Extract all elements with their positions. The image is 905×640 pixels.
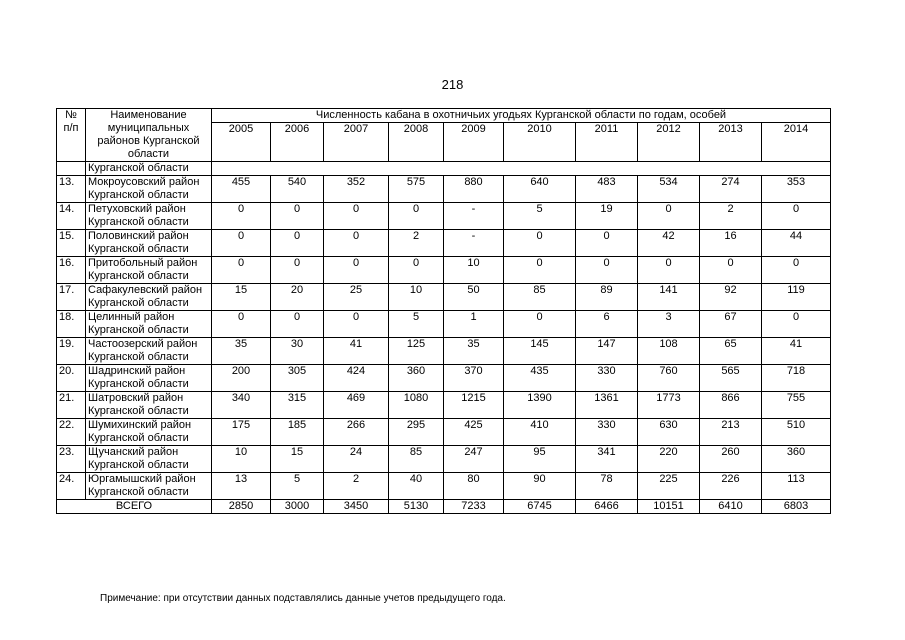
population-value: 435	[504, 365, 576, 392]
population-value: 40	[389, 473, 444, 500]
total-value: 3450	[324, 500, 389, 514]
population-value: 0	[504, 311, 576, 338]
population-value: -	[444, 230, 504, 257]
district-name: Половинский район Курганской области	[86, 230, 212, 257]
total-value: 10151	[638, 500, 700, 514]
population-value: 0	[504, 230, 576, 257]
population-value: 360	[389, 365, 444, 392]
population-value: 0	[271, 311, 324, 338]
population-value: 760	[638, 365, 700, 392]
population-value: 630	[638, 419, 700, 446]
population-value: 0	[762, 203, 831, 230]
population-value: 534	[638, 176, 700, 203]
population-value: 20	[271, 284, 324, 311]
population-value: 0	[576, 230, 638, 257]
continuation-values-cell	[212, 162, 831, 176]
table-row	[57, 365, 831, 392]
district-name: Щучанский район Курганской области	[86, 446, 212, 473]
population-value: 226	[700, 473, 762, 500]
population-value: 5	[504, 203, 576, 230]
population-value: 260	[700, 446, 762, 473]
district-name: Сафакулевский район Курганской области	[86, 284, 212, 311]
population-value: 353	[762, 176, 831, 203]
header-year: 2008	[389, 123, 444, 162]
population-value: 360	[762, 446, 831, 473]
table-row	[57, 284, 831, 311]
population-value: 41	[324, 338, 389, 365]
population-value: 352	[324, 176, 389, 203]
population-value: 50	[444, 284, 504, 311]
header-year: 2010	[504, 123, 576, 162]
population-value: 85	[389, 446, 444, 473]
population-value: 42	[638, 230, 700, 257]
population-value: 5	[271, 473, 324, 500]
population-value: 0	[762, 257, 831, 284]
total-value: 6745	[504, 500, 576, 514]
population-value: 575	[389, 176, 444, 203]
population-value: 19	[576, 203, 638, 230]
population-value: 16	[700, 230, 762, 257]
population-value: 0	[212, 311, 271, 338]
table-row	[57, 311, 831, 338]
population-value: 15	[271, 446, 324, 473]
population-value: 341	[576, 446, 638, 473]
population-value: 6	[576, 311, 638, 338]
population-value: 425	[444, 419, 504, 446]
population-value: 0	[271, 203, 324, 230]
header-year: 2011	[576, 123, 638, 162]
row-number: 14.	[57, 203, 86, 230]
population-value: 410	[504, 419, 576, 446]
population-value: 200	[212, 365, 271, 392]
population-value: 0	[389, 257, 444, 284]
population-value: 1	[444, 311, 504, 338]
population-value: 0	[324, 257, 389, 284]
population-value: 2	[324, 473, 389, 500]
row-number: 22.	[57, 419, 86, 446]
population-value: 0	[576, 257, 638, 284]
population-value: 0	[271, 230, 324, 257]
header-number: № п/п	[57, 109, 86, 162]
population-value: 145	[504, 338, 576, 365]
wild-boar-population-table	[56, 108, 831, 514]
population-value: 0	[324, 203, 389, 230]
district-name: Шадринский район Курганской области	[86, 365, 212, 392]
header-year: 2014	[762, 123, 831, 162]
row-number: 24.	[57, 473, 86, 500]
table-row	[57, 473, 831, 500]
population-value: 95	[504, 446, 576, 473]
total-value: 5130	[389, 500, 444, 514]
row-number: 23.	[57, 446, 86, 473]
population-value: 80	[444, 473, 504, 500]
row-number: 17.	[57, 284, 86, 311]
population-value: 30	[271, 338, 324, 365]
population-value: 0	[638, 203, 700, 230]
population-value: 0	[638, 257, 700, 284]
population-value: -	[444, 203, 504, 230]
population-value: 1390	[504, 392, 576, 419]
population-value: 295	[389, 419, 444, 446]
population-value: 220	[638, 446, 700, 473]
population-value: 147	[576, 338, 638, 365]
population-value: 424	[324, 365, 389, 392]
total-value: 6466	[576, 500, 638, 514]
total-value: 2850	[212, 500, 271, 514]
total-value: 6410	[700, 500, 762, 514]
population-value: 92	[700, 284, 762, 311]
row-number: 20.	[57, 365, 86, 392]
district-name: Шумихинский район Курганской области	[86, 419, 212, 446]
population-value: 3	[638, 311, 700, 338]
header-year: 2012	[638, 123, 700, 162]
population-value: 185	[271, 419, 324, 446]
population-value: 266	[324, 419, 389, 446]
row-number: 21.	[57, 392, 86, 419]
population-value: 340	[212, 392, 271, 419]
population-value: 1215	[444, 392, 504, 419]
population-value: 0	[324, 230, 389, 257]
population-value: 24	[324, 446, 389, 473]
population-value: 315	[271, 392, 324, 419]
population-value: 213	[700, 419, 762, 446]
population-value: 41	[762, 338, 831, 365]
table-header	[57, 109, 831, 162]
population-value: 10	[212, 446, 271, 473]
population-value: 1361	[576, 392, 638, 419]
header-year: 2009	[444, 123, 504, 162]
population-value: 78	[576, 473, 638, 500]
population-value: 305	[271, 365, 324, 392]
population-value: 89	[576, 284, 638, 311]
population-value: 10	[389, 284, 444, 311]
population-value: 35	[212, 338, 271, 365]
population-value: 247	[444, 446, 504, 473]
population-value: 0	[324, 311, 389, 338]
population-value: 274	[700, 176, 762, 203]
population-value: 0	[212, 203, 271, 230]
row-number: 16.	[57, 257, 86, 284]
population-value: 85	[504, 284, 576, 311]
table-row	[57, 392, 831, 419]
continuation-number-cell	[57, 162, 86, 176]
header-district-name: Наименование муниципальных районов Курганской области	[86, 109, 212, 162]
district-name: Притобольный район Курганской области	[86, 257, 212, 284]
header-year: 2006	[271, 123, 324, 162]
population-value: 35	[444, 338, 504, 365]
table-body	[57, 162, 831, 514]
population-value: 880	[444, 176, 504, 203]
continuation-row	[57, 162, 831, 176]
table-row	[57, 257, 831, 284]
total-value: 7233	[444, 500, 504, 514]
district-name: Петуховский район Курганской области	[86, 203, 212, 230]
population-value: 640	[504, 176, 576, 203]
table-row	[57, 338, 831, 365]
population-value: 1080	[389, 392, 444, 419]
population-value: 15	[212, 284, 271, 311]
population-value: 370	[444, 365, 504, 392]
population-value: 0	[504, 257, 576, 284]
district-name: Шатровский район Курганской области	[86, 392, 212, 419]
population-value: 0	[212, 257, 271, 284]
population-value: 108	[638, 338, 700, 365]
population-value: 13	[212, 473, 271, 500]
page-number: 218	[441, 77, 464, 92]
row-number: 19.	[57, 338, 86, 365]
header-year: 2005	[212, 123, 271, 162]
population-value: 225	[638, 473, 700, 500]
population-value: 718	[762, 365, 831, 392]
population-value: 125	[389, 338, 444, 365]
population-value: 2	[389, 230, 444, 257]
table-row	[57, 446, 831, 473]
row-number: 13.	[57, 176, 86, 203]
row-number: 15.	[57, 230, 86, 257]
population-value: 0	[762, 311, 831, 338]
population-value: 10	[444, 257, 504, 284]
district-name: Частоозерский район Курганской области	[86, 338, 212, 365]
population-value: 0	[212, 230, 271, 257]
table-row	[57, 230, 831, 257]
population-value: 540	[271, 176, 324, 203]
row-number: 18.	[57, 311, 86, 338]
population-value: 330	[576, 365, 638, 392]
total-value: 6803	[762, 500, 831, 514]
population-value: 113	[762, 473, 831, 500]
population-value: 866	[700, 392, 762, 419]
header-population-group: Численность кабана в охотничьих угодьях Курганской области по годам, особей	[212, 109, 831, 123]
continuation-name-cell: Курганской области	[86, 162, 212, 176]
population-value: 67	[700, 311, 762, 338]
population-value: 25	[324, 284, 389, 311]
population-value: 119	[762, 284, 831, 311]
population-value: 1773	[638, 392, 700, 419]
population-value: 565	[700, 365, 762, 392]
header-year: 2007	[324, 123, 389, 162]
population-value: 90	[504, 473, 576, 500]
header-year: 2013	[700, 123, 762, 162]
population-value: 175	[212, 419, 271, 446]
total-label: ВСЕГО	[57, 500, 212, 514]
population-value: 44	[762, 230, 831, 257]
population-value: 510	[762, 419, 831, 446]
population-value: 0	[271, 257, 324, 284]
table-row	[57, 176, 831, 203]
total-row	[57, 500, 831, 514]
population-value: 0	[700, 257, 762, 284]
population-value: 65	[700, 338, 762, 365]
total-value: 3000	[271, 500, 324, 514]
district-name: Мокроусовский район Курганской области	[86, 176, 212, 203]
district-name: Целинный район Курганской области	[86, 311, 212, 338]
population-value: 2	[700, 203, 762, 230]
table-row	[57, 419, 831, 446]
table-row	[57, 203, 831, 230]
population-value: 330	[576, 419, 638, 446]
population-value: 483	[576, 176, 638, 203]
population-value: 469	[324, 392, 389, 419]
footnote: Примечание: при отсутствии данных подставлялись данные учетов предыдущего года.	[100, 593, 506, 604]
population-value: 455	[212, 176, 271, 203]
population-value: 141	[638, 284, 700, 311]
population-value: 5	[389, 311, 444, 338]
population-value: 0	[389, 203, 444, 230]
population-value: 755	[762, 392, 831, 419]
district-name: Юргамышский район Курганской области	[86, 473, 212, 500]
